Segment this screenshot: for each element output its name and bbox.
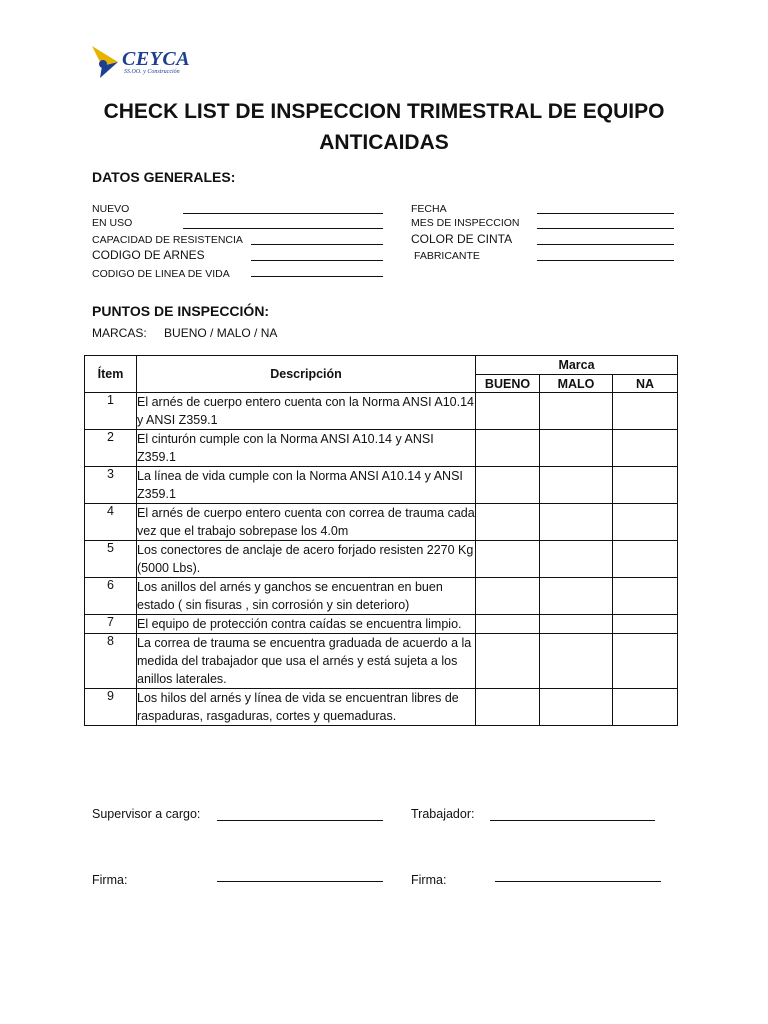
table-row: [85, 504, 678, 541]
table-row: [85, 467, 678, 504]
row-number: 6: [85, 578, 137, 615]
cell-na[interactable]: [613, 393, 678, 430]
firma-right-label: Firma:: [411, 873, 447, 887]
header-marca: Marca: [476, 356, 678, 375]
cell-na[interactable]: [613, 615, 678, 634]
cell-bueno[interactable]: [476, 430, 540, 467]
cell-bueno[interactable]: [476, 541, 540, 578]
field-fabricante-line[interactable]: [537, 260, 674, 261]
cell-malo[interactable]: [540, 615, 613, 634]
cell-malo[interactable]: [540, 467, 613, 504]
marcas-label: MARCAS:: [92, 326, 147, 340]
field-color-cinta-line[interactable]: [537, 244, 674, 245]
cell-na[interactable]: [613, 689, 678, 726]
cell-malo[interactable]: [540, 393, 613, 430]
row-number: 5: [85, 541, 137, 578]
cell-malo[interactable]: [540, 430, 613, 467]
cell-bueno[interactable]: [476, 467, 540, 504]
cell-malo[interactable]: [540, 689, 613, 726]
table-row: [85, 578, 678, 615]
cell-bueno[interactable]: [476, 578, 540, 615]
supervisor-line[interactable]: [217, 820, 383, 821]
logo-emblem-icon: [90, 44, 120, 80]
firma-right-line[interactable]: [495, 881, 661, 882]
cell-malo[interactable]: [540, 634, 613, 689]
row-number: 8: [85, 634, 137, 689]
marcas-legend: [92, 326, 277, 340]
header-item: Ítem: [85, 356, 137, 393]
trabajador-label: Trabajador:: [411, 807, 475, 821]
table-row: [85, 615, 678, 634]
firma-left-label: Firma:: [92, 873, 128, 887]
row-description: El equipo de protección contra caídas se encuentra limpio.: [137, 615, 476, 634]
table-row: [85, 393, 678, 430]
marcas-options: BUENO / MALO / NA: [164, 326, 278, 340]
row-number: 4: [85, 504, 137, 541]
cell-na[interactable]: [613, 430, 678, 467]
logo-name: CEYCA: [122, 48, 191, 70]
row-number: 2: [85, 430, 137, 467]
company-logo: [90, 44, 200, 80]
field-mes-inspeccion: MES DE INSPECCION: [411, 217, 520, 229]
table-row: [85, 430, 678, 467]
table-row: [85, 541, 678, 578]
row-description: El cinturón cumple con la Norma ANSI A10.14 y ANSI Z359.1: [137, 430, 476, 467]
cell-na[interactable]: [613, 504, 678, 541]
inspection-heading: PUNTOS DE INSPECCIÓN:: [92, 303, 270, 319]
header-description: Descripción: [137, 356, 476, 393]
cell-na[interactable]: [613, 634, 678, 689]
cell-malo[interactable]: [540, 504, 613, 541]
field-capacidad: CAPACIDAD DE RESISTENCIA: [92, 234, 243, 246]
cell-bueno[interactable]: [476, 504, 540, 541]
inspection-table: [84, 355, 678, 726]
row-description: Los hilos del arnés y línea de vida se encuentran libres de raspaduras, rasgaduras, cortes y quemaduras.: [137, 689, 476, 726]
cell-malo[interactable]: [540, 578, 613, 615]
field-codigo-linea: CODIGO DE LINEA DE VIDA: [92, 268, 230, 280]
cell-bueno[interactable]: [476, 689, 540, 726]
field-fecha-line[interactable]: [537, 213, 674, 214]
field-en-uso-line[interactable]: [183, 228, 383, 229]
firma-left-line[interactable]: [217, 881, 383, 882]
row-description: La correa de trauma se encuentra graduada de acuerdo a la medida del trabajador que usa el arnés y está sujeta a los anillos laterales.: [137, 634, 476, 689]
header-na: NA: [613, 375, 678, 393]
header-bueno: BUENO: [476, 375, 540, 393]
row-number: 7: [85, 615, 137, 634]
trabajador-line[interactable]: [490, 820, 655, 821]
row-description: El arnés de cuerpo entero cuenta con la Norma ANSI A10.14 y ANSI Z359.1: [137, 393, 476, 430]
table-row: [85, 689, 678, 726]
field-capacidad-line[interactable]: [251, 244, 383, 245]
field-codigo-arnes: CODIGO DE ARNES: [92, 248, 205, 262]
general-data-heading: DATOS GENERALES:: [92, 169, 236, 185]
row-description: Los conectores de anclaje de acero forjado resisten 2270 Kg (5000 Lbs).: [137, 541, 476, 578]
field-nuevo: NUEVO: [92, 203, 130, 215]
table-row: [85, 634, 678, 689]
cell-na[interactable]: [613, 541, 678, 578]
field-fecha: FECHA: [411, 203, 447, 215]
field-codigo-linea-line[interactable]: [251, 276, 383, 277]
field-color-cinta: COLOR DE CINTA: [411, 232, 513, 246]
field-fabricante: FABRICANTE: [414, 250, 480, 262]
field-en-uso: EN USO: [92, 217, 133, 229]
row-description: La línea de vida cumple con la Norma ANSI A10.14 y ANSI Z359.1: [137, 467, 476, 504]
row-number: 3: [85, 467, 137, 504]
cell-na[interactable]: [613, 467, 678, 504]
cell-bueno[interactable]: [476, 615, 540, 634]
row-description: Los anillos del arnés y ganchos se encuentran en buen estado ( sin fisuras , sin corrosión y sin deterioro): [137, 578, 476, 615]
cell-na[interactable]: [613, 578, 678, 615]
field-mes-inspeccion-line[interactable]: [537, 228, 674, 229]
row-description: El arnés de cuerpo entero cuenta con correa de trauma cada vez que el trabajo sobrepase los 4.0m: [137, 504, 476, 541]
header-malo: MALO: [540, 375, 613, 393]
field-codigo-arnes-line[interactable]: [251, 260, 383, 261]
row-number: 9: [85, 689, 137, 726]
field-nuevo-line[interactable]: [183, 213, 383, 214]
document-title: CHECK LIST DE INSPECCION TRIMESTRAL DE EQUIPO ANTICAIDAS: [103, 100, 665, 154]
cell-malo[interactable]: [540, 541, 613, 578]
row-number: 1: [85, 393, 137, 430]
cell-bueno[interactable]: [476, 634, 540, 689]
cell-bueno[interactable]: [476, 393, 540, 430]
logo-subtitle: SS.OO. y Construcción: [124, 69, 180, 75]
supervisor-label: Supervisor a cargo:: [92, 807, 201, 821]
